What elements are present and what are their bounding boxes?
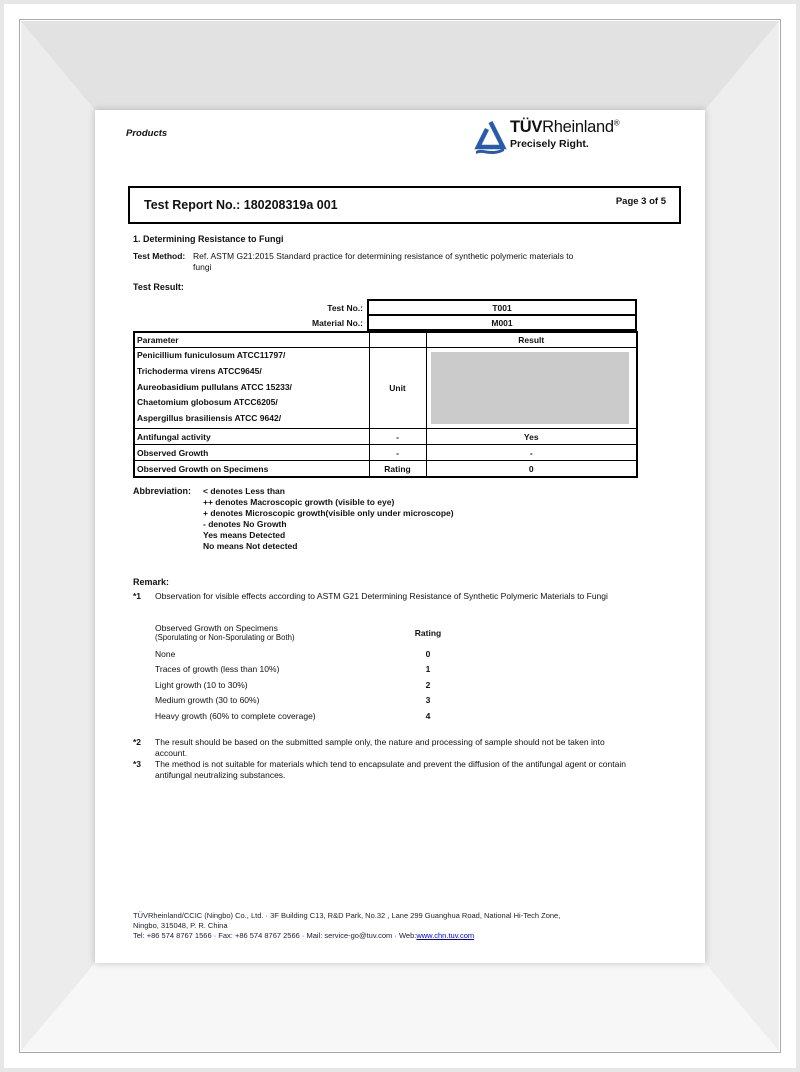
products-label: Products bbox=[126, 128, 168, 139]
remark-text: The result should be based on the submitted sample only, the nature and processing of sample should not be taken into account. bbox=[155, 737, 605, 758]
unit-header-empty bbox=[369, 332, 426, 348]
rating-row-label: Light growth (10 to 30%) bbox=[155, 679, 248, 690]
test-method-label: Test Method: bbox=[133, 251, 186, 261]
result-cell bbox=[426, 348, 637, 429]
parameter-cell: Antifungal activity bbox=[134, 429, 369, 445]
rating-header: Rating bbox=[414, 628, 442, 638]
footer-address-block bbox=[133, 911, 693, 941]
rating-row bbox=[155, 711, 485, 721]
organism-name: Trichoderma virens ATCC9645/ bbox=[137, 365, 262, 376]
page-indicator: Page 3 of 5 bbox=[615, 196, 666, 207]
remark-marker: *1 bbox=[133, 591, 142, 601]
report-title: Test Report No.: 180208319a 001 bbox=[144, 198, 338, 212]
remark-text: The method is not suitable for materials which tend to encapsulate and prevent the diffusion of the antifungal agent or contain antifungal neutralizing substances. bbox=[155, 759, 626, 780]
rating-header-row bbox=[155, 623, 485, 643]
section-heading: 1. Determining Resistance to Fungi bbox=[133, 234, 284, 244]
logo-wordmark bbox=[510, 118, 619, 136]
organism-name: Penicillium funiculosum ATCC11797/ bbox=[137, 350, 286, 360]
result-header: Result bbox=[426, 332, 637, 348]
remark-item-1 bbox=[133, 591, 635, 602]
footer-web-link[interactable]: www.chn.tuv.com bbox=[416, 931, 475, 940]
abbreviation-line: Yes means Detected bbox=[203, 530, 286, 540]
sample-id-table bbox=[133, 299, 637, 331]
logo-rheinland-text: Rheinland bbox=[542, 118, 614, 136]
rating-row-label: Medium growth (30 to 60%) bbox=[155, 695, 260, 705]
footer-line3 bbox=[133, 931, 693, 941]
redacted-result-placeholder bbox=[431, 352, 630, 424]
parameter-result-table bbox=[133, 331, 638, 478]
rating-row-label: Heavy growth (60% to complete coverage) bbox=[155, 710, 316, 721]
rating-header-label bbox=[155, 623, 398, 643]
registered-mark: ® bbox=[613, 118, 620, 128]
tuv-rheinland-logo bbox=[473, 118, 619, 158]
organisms-list bbox=[134, 348, 369, 429]
material-no-value: M001 bbox=[368, 315, 636, 330]
material-no-label: Material No.: bbox=[311, 317, 363, 328]
rating-row bbox=[155, 649, 485, 659]
remark-marker: *3 bbox=[133, 759, 142, 769]
abbreviation-lines bbox=[203, 486, 454, 552]
rating-scale-table bbox=[155, 623, 485, 726]
test-no-label: Test No.: bbox=[327, 302, 363, 313]
rating-row bbox=[155, 695, 485, 705]
result-cell: - bbox=[426, 445, 637, 461]
table-row bbox=[134, 429, 637, 445]
rating-row-label: Traces of growth (less than 10%) bbox=[155, 664, 280, 674]
test-method-value: Ref. ASTM G21:2015 Standard practice for determining resistance of synthetic polymeric materials to fungi bbox=[193, 251, 574, 272]
remark-item-3 bbox=[133, 759, 635, 780]
parameter-cell: Observed Growth bbox=[134, 445, 369, 461]
rating-row-value: 3 bbox=[425, 695, 431, 705]
logo-tuv-text: TÜV bbox=[510, 118, 543, 136]
unit-cell: Unit bbox=[369, 348, 426, 429]
report-header-box bbox=[128, 186, 681, 224]
footer-contact-text: Tel: +86 574 8767 1566 · Fax: +86 574 8767 2566 · Mail: service-go@tuv.com · Web: bbox=[133, 931, 417, 940]
logo-tagline: Precisely Right. bbox=[510, 138, 589, 151]
test-method-row bbox=[133, 251, 585, 272]
abbreviation-line: < denotes Less than bbox=[203, 486, 285, 496]
abbreviation-line: - denotes No Growth bbox=[203, 519, 287, 529]
table-row bbox=[134, 461, 637, 478]
result-table-area bbox=[133, 299, 636, 478]
footer-line1: TÜVRheinland/CCIC (Ningbo) Co., Ltd. · 3F Building C13, R&D Park, No.32 , Lane 299 Guanghua Road, National Hi-Tech Zone, bbox=[133, 911, 561, 920]
rating-row-value: 1 bbox=[425, 664, 431, 674]
parameter-cell: Observed Growth on Specimens bbox=[134, 461, 369, 478]
tuv-triangle-icon bbox=[473, 118, 507, 158]
unit-cell: Rating bbox=[369, 461, 426, 478]
test-result-label: Test Result: bbox=[133, 282, 184, 292]
organism-name: Aureobasidium pullulans ATCC 15233/ bbox=[137, 381, 292, 392]
table-row bbox=[134, 445, 637, 461]
footer-line2: Ningbo, 315048, P. R. China bbox=[133, 921, 228, 930]
abbreviation-block bbox=[133, 486, 454, 552]
abbreviation-line: + denotes Microscopic growth(visible only under microscope) bbox=[203, 508, 454, 518]
unit-cell: - bbox=[369, 429, 426, 445]
remark-item-2 bbox=[133, 737, 635, 758]
result-cell: 0 bbox=[426, 461, 637, 478]
abbreviation-label: Abbreviation: bbox=[133, 486, 192, 496]
rating-header-line1: Observed Growth on Specimens bbox=[155, 623, 278, 633]
abbreviation-line: ++ denotes Macroscopic growth (visible to eye) bbox=[203, 497, 395, 507]
parameter-header: Parameter bbox=[134, 332, 369, 348]
rating-row-value: 4 bbox=[425, 710, 431, 721]
organism-name: Chaetomium globosum ATCC6205/ bbox=[137, 397, 278, 408]
table-row bbox=[133, 315, 636, 330]
unit-cell: - bbox=[369, 445, 426, 461]
abbreviation-line: No means Not detected bbox=[203, 541, 298, 551]
rating-row-value: 2 bbox=[425, 679, 431, 690]
remark-marker: *2 bbox=[133, 737, 142, 747]
rating-row bbox=[155, 680, 485, 690]
result-cell: Yes bbox=[426, 429, 637, 445]
organism-name: Aspergillus brasiliensis ATCC 9642/ bbox=[137, 413, 282, 424]
rating-row bbox=[155, 664, 485, 674]
table-header-row bbox=[134, 332, 637, 348]
test-no-value: T001 bbox=[368, 300, 636, 315]
test-report-page bbox=[95, 110, 705, 963]
rating-row-value: 0 bbox=[425, 648, 431, 659]
rating-row-label: None bbox=[155, 648, 176, 659]
remark-text: Observation for visible effects according to ASTM G21 Determining Resistance of Synthetic Polymeric Materials to Fungi bbox=[155, 591, 608, 601]
organisms-row bbox=[134, 348, 637, 429]
table-row bbox=[133, 300, 636, 315]
remark-label: Remark: bbox=[133, 577, 170, 587]
rating-header-line2: (Sporulating or Non-Sporulating or Both) bbox=[155, 633, 295, 642]
